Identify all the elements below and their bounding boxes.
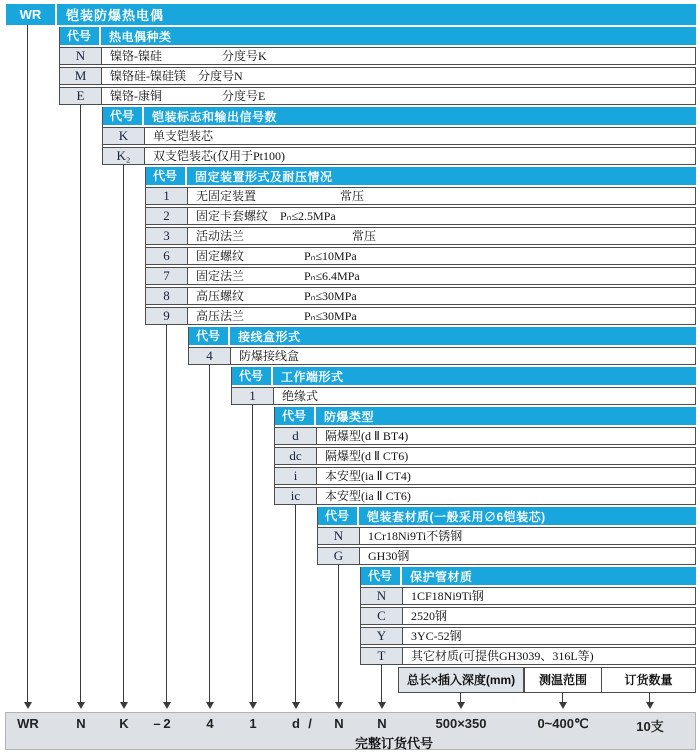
table-row: [102, 147, 696, 165]
order-value: –: [153, 716, 161, 731]
table-row: [317, 547, 696, 565]
order-value: N: [76, 716, 86, 731]
table-row: [188, 347, 696, 365]
code-label: 代号: [59, 27, 101, 45]
connector-line: [123, 165, 124, 702]
order-value: WR: [17, 716, 39, 731]
order-value: 0~400℃: [537, 716, 589, 731]
code-cell: 1: [146, 188, 188, 204]
code-cell: ic: [275, 488, 317, 504]
order-value: 500×350: [435, 716, 487, 731]
level-2-title: 铠装标志和输出信号数: [152, 109, 278, 124]
order-value: d: [292, 716, 300, 731]
code-cell: K: [103, 128, 145, 144]
level-7-title: 铠装套材质(一般采用∅6铠装芯): [367, 509, 546, 524]
code-cell: 6: [146, 248, 188, 264]
table-row: [59, 87, 696, 105]
desc-cell: 固定法兰 Pₙ≤6.4MPa: [196, 269, 360, 283]
code-label: 代号: [360, 567, 402, 585]
table-row: [231, 387, 696, 405]
level-8-table: [360, 567, 696, 665]
desc-cell: 防爆接线盒: [239, 349, 300, 363]
desc-cell: 固定螺纹 Pₙ≤10MPa: [196, 249, 357, 263]
desc-cell: 高压法兰 Pₙ≤30MPa: [196, 309, 357, 323]
arrow-down-icon: [335, 702, 343, 709]
code-cell: 4: [189, 348, 231, 364]
code-cell: 7: [146, 268, 188, 284]
connector-line: [252, 405, 253, 702]
table-left-line: [317, 507, 318, 565]
table-left-line: [59, 27, 60, 105]
desc-cell: 其它材质(可提供GH3039、316L等): [411, 649, 594, 663]
level-1-header: [59, 27, 696, 45]
level-4-table: [188, 327, 696, 365]
code-cell: M: [60, 68, 102, 84]
footer-col-temp-range: 测温范围: [524, 667, 602, 693]
order-code-bar: [5, 712, 696, 750]
desc-cell: 隔爆型(d Ⅱ CT6): [325, 449, 409, 463]
desc-cell: 单支铠装芯: [153, 129, 214, 143]
arrow-down-icon: [378, 702, 386, 709]
desc-cell: 高压螺纹 Pₙ≤30MPa: [196, 289, 357, 303]
desc-cell: 镍铬硅-镍硅镁 分度号N: [110, 69, 243, 83]
code-cell: G: [318, 548, 360, 564]
root-code: WR: [6, 4, 57, 25]
level-1-table: [59, 27, 696, 105]
level-4-header: [188, 327, 696, 345]
footer-col-quantity: 订货数量: [601, 667, 696, 693]
connector-line: [166, 325, 167, 702]
table-row: [102, 127, 696, 145]
table-row: [274, 427, 696, 445]
code-label: 代号: [317, 507, 359, 525]
code-cell: N: [60, 48, 102, 64]
arrow-down-icon: [559, 702, 567, 709]
level-6-header: [274, 407, 696, 425]
code-cell: C: [361, 608, 403, 624]
table-row: [145, 307, 696, 325]
code-cell: K₂: [103, 148, 145, 164]
level-4-title: 接线盒形式: [238, 329, 301, 344]
table-row: [145, 287, 696, 305]
desc-cell: 活动法兰 常压: [196, 229, 377, 243]
table-row: [360, 627, 696, 645]
table-row: [145, 247, 696, 265]
order-value: N: [377, 716, 387, 731]
desc-cell: 2520钢: [411, 609, 448, 623]
code-cell: T: [361, 648, 403, 664]
code-label: 代号: [188, 327, 230, 345]
connector-line: [460, 693, 461, 702]
code-label: 代号: [102, 107, 144, 125]
connector-line: [80, 105, 81, 702]
arrow-down-icon: [24, 702, 32, 709]
order-value: 1: [249, 716, 257, 731]
level-3-table: [145, 167, 696, 325]
desc-cell: 绝缘式: [282, 389, 319, 403]
desc-cell: 固定卡套螺纹 Pₙ≤2.5MPa: [196, 209, 336, 223]
code-label: 代号: [231, 367, 273, 385]
order-value: /: [308, 716, 312, 731]
code-cell: 8: [146, 288, 188, 304]
table-left-line: [188, 327, 189, 365]
footer-col-length: 总长×插入深度(mm): [398, 667, 524, 693]
level-5-title: 工作端形式: [281, 369, 344, 384]
table-row: [317, 527, 696, 545]
code-cell: 9: [146, 308, 188, 324]
order-value: 4: [206, 716, 214, 731]
code-label: 代号: [145, 167, 187, 185]
order-value: 10支: [636, 719, 664, 734]
level-2-header: [102, 107, 696, 125]
root-header: [6, 4, 696, 25]
table-row: [145, 207, 696, 225]
level-6-table: [274, 407, 696, 505]
order-value: K: [119, 716, 129, 731]
table-row: [59, 67, 696, 85]
connector-line: [649, 693, 650, 702]
level-6-title: 防爆类型: [324, 409, 375, 424]
order-value: 2: [163, 716, 171, 731]
root-title: 铠装防爆热电偶: [66, 8, 165, 23]
connector-line: [27, 25, 28, 702]
level-2-table: [102, 107, 696, 165]
connector-line: [209, 365, 210, 702]
arrow-down-icon: [292, 702, 300, 709]
connector-line: [338, 565, 339, 702]
table-row: [274, 467, 696, 485]
desc-cell: 无固定装置 常压: [196, 189, 365, 203]
table-row: [360, 647, 696, 665]
desc-cell: 本安型(ia Ⅱ CT4): [325, 469, 411, 483]
connector-line: [381, 665, 382, 702]
desc-cell: 1Cr18Ni9Ti不锈钢: [368, 529, 463, 543]
connector-line: [295, 505, 296, 702]
desc-cell: 双支铠装芯(仅用于Pt100): [153, 149, 286, 163]
code-cell: dc: [275, 448, 317, 464]
table-row: [145, 187, 696, 205]
arrow-down-icon: [77, 702, 85, 709]
arrow-down-icon: [457, 702, 465, 709]
code-cell: i: [275, 468, 317, 484]
arrow-down-icon: [163, 702, 171, 709]
code-cell: Y: [361, 628, 403, 644]
table-left-line: [102, 107, 103, 165]
order-caption: 完整订货代号: [354, 736, 434, 751]
desc-cell: 镍铬-康铜 分度号E: [110, 89, 266, 103]
desc-cell: 3YC-52钢: [411, 629, 462, 643]
table-row: [59, 47, 696, 65]
table-row: [274, 447, 696, 465]
code-cell: N: [318, 528, 360, 544]
desc-cell: 1CF18Ni9Ti钢: [411, 589, 484, 603]
table-row: [360, 587, 696, 605]
desc-cell: 镍铬-镍硅 分度号K: [110, 49, 267, 63]
table-row: [274, 487, 696, 505]
arrow-down-icon: [249, 702, 257, 709]
connector-line: [562, 693, 563, 702]
table-row: [145, 267, 696, 285]
code-cell: 2: [146, 208, 188, 224]
level-1-title: 热电偶种类: [109, 29, 172, 44]
level-3-header: [145, 167, 696, 185]
level-7-header: [317, 507, 696, 525]
table-left-line: [145, 167, 146, 325]
code-cell: E: [60, 88, 102, 104]
code-cell: d: [275, 428, 317, 444]
code-label: 代号: [274, 407, 316, 425]
table-left-line: [360, 567, 361, 665]
code-cell: 1: [232, 388, 274, 404]
arrow-down-icon: [206, 702, 214, 709]
level-8-title: 保护管材质: [410, 569, 473, 584]
table-row: [145, 227, 696, 245]
level-5-header: [231, 367, 696, 385]
table-row: [360, 607, 696, 625]
table-left-line: [231, 367, 232, 405]
arrow-down-icon: [646, 702, 654, 709]
desc-cell: 本安型(ia Ⅱ CT6): [325, 489, 411, 503]
level-8-header: [360, 567, 696, 585]
code-cell: 3: [146, 228, 188, 244]
desc-cell: 隔爆型(d Ⅱ BT4): [325, 429, 409, 443]
order-value: N: [334, 716, 344, 731]
arrow-down-icon: [120, 702, 128, 709]
level-7-table: [317, 507, 696, 565]
level-3-title: 固定装置形式及耐压情况: [195, 169, 333, 184]
table-left-line: [274, 407, 275, 505]
level-5-table: [231, 367, 696, 405]
code-cell: N: [361, 588, 403, 604]
desc-cell: GH30钢: [368, 549, 410, 563]
